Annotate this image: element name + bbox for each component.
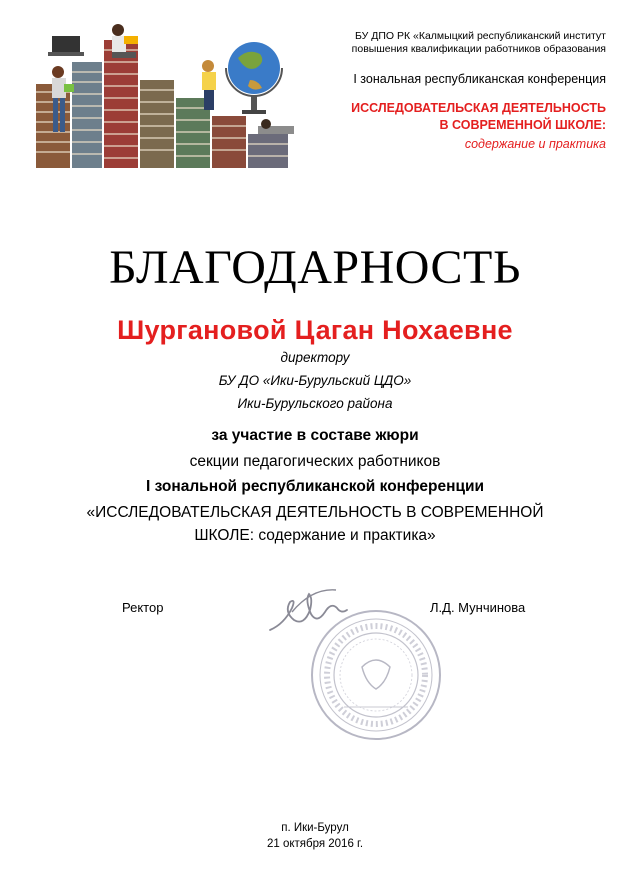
header-organization [306, 30, 606, 56]
recipient-district: Ики-Бурульского района [237, 396, 393, 411]
award-conference-title-line2: ШКОЛЕ: содержание и практика» [194, 527, 436, 544]
footer-date: 21 октября 2016 г. [266, 838, 364, 850]
header-illustration [28, 22, 328, 170]
recipient-position: директору [280, 350, 350, 365]
award-conference-title-line1: «ИССЛЕДОВАТЕЛЬСКАЯ ДЕЯТЕЛЬНОСТЬ В СОВРЕМЕННОЙ [86, 504, 544, 521]
award-conference: I зональной республиканской конференции [145, 478, 485, 495]
signatory-role: Ректор [122, 600, 164, 615]
header-title-line2: В СОВРЕМЕННОЙ ШКОЛЕ: [439, 118, 606, 132]
header-org-line1: БУ ДПО РК «Калмыцкий республиканский институт [354, 30, 606, 42]
header-subtitle: содержание и практика [464, 137, 606, 151]
header-org-line2: повышения квалификации работников образования [351, 43, 606, 55]
header-title-line1: ИССЛЕДОВАТЕЛЬСКАЯ ДЕЯТЕЛЬНОСТЬ [351, 101, 606, 115]
award-reason: за участие в составе жюри [211, 427, 419, 444]
signatory-name: Л.Д. Мунчинова [430, 600, 526, 615]
header-conference: I зональная республиканская конференция [353, 72, 606, 86]
laptop-graphic [48, 36, 84, 56]
document-title: БЛАГОДАРНОСТЬ [109, 241, 521, 294]
award-section: секции педагогических работников [189, 453, 441, 470]
header-conference-title [286, 100, 606, 134]
footer-place: п. Ики-Бурул [281, 822, 349, 834]
recipient-name: Шургановой Цаган Нохаевне [117, 315, 513, 345]
recipient-institution: БУ ДО «Ики-Бурульский ЦДО» [218, 373, 412, 388]
globe-graphic [226, 42, 282, 114]
handwritten-signature [262, 582, 372, 642]
